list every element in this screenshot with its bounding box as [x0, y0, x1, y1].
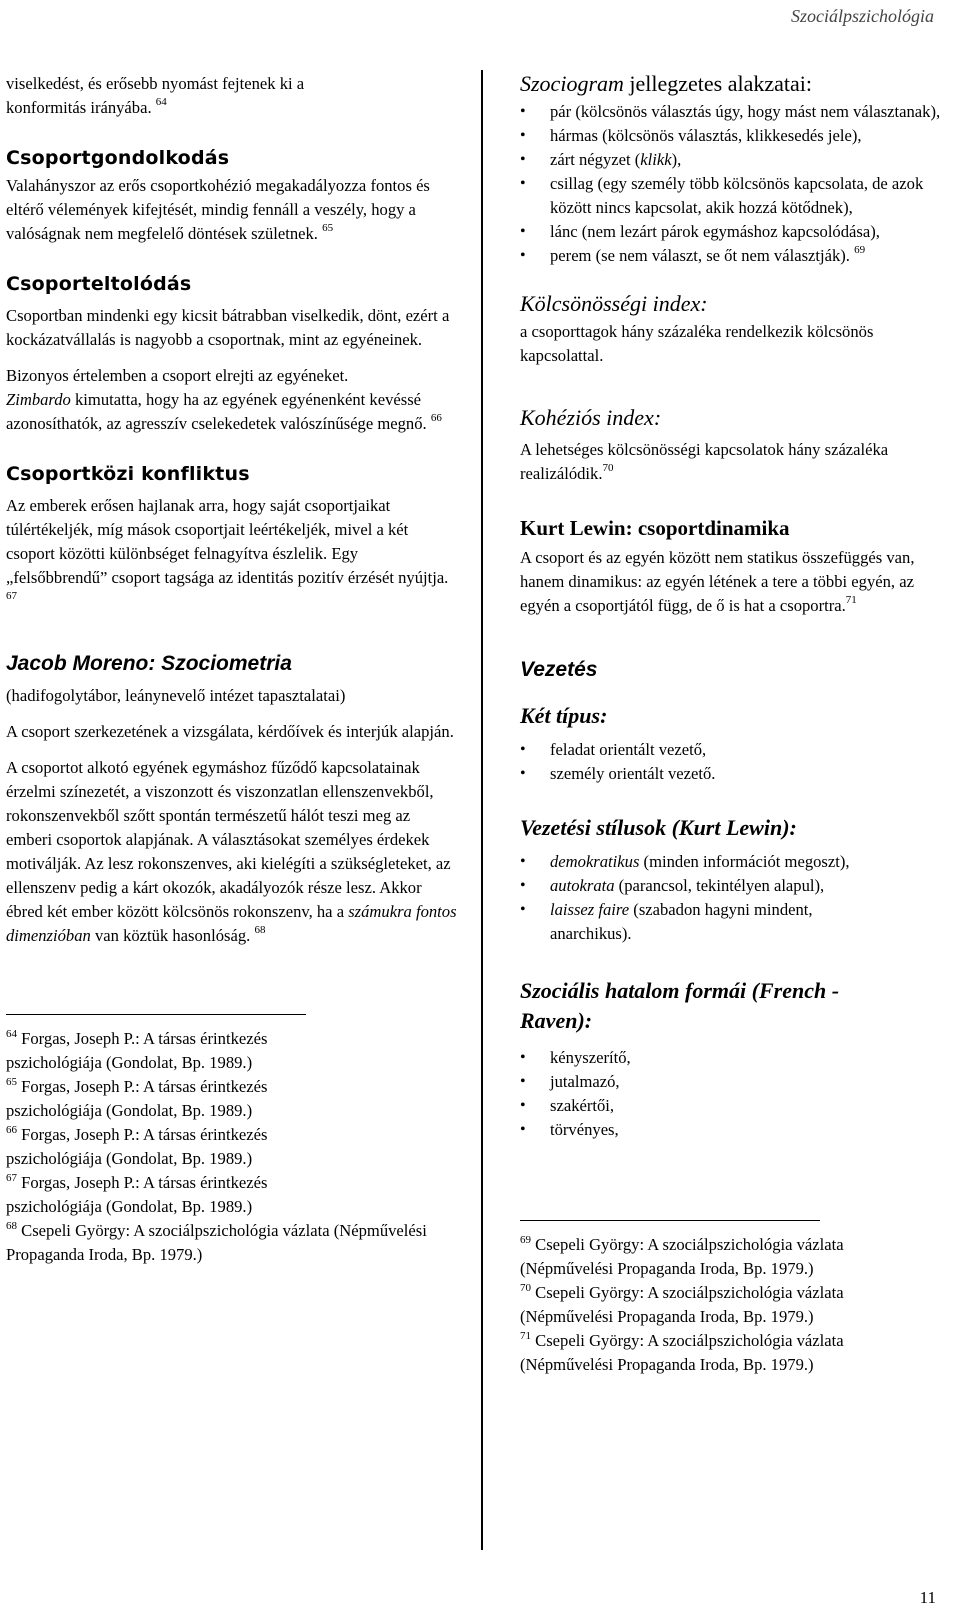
section-title-ket-tipus: Két típus: — [520, 703, 608, 728]
list-item: • demokratikus (minden információt megoszt), — [520, 850, 956, 874]
footnotes-left — [6, 1027, 427, 1267]
moreno-subtitle: (hadifogolytábor, leánynevelő intézet tapasztalatai) — [6, 686, 346, 705]
intro-line-2: konformitás irányába. — [6, 98, 152, 117]
lewin-text: A csoport és az egyén között nem statikus összefüggés van, hanem dinamikus: az egyén létének a tere a többi egyén, az egyén a csoportjától függ, de ő is hat a csoportra.$^{71}$ — [520, 548, 915, 615]
section-title-csoportkozi-konfliktus: Csoportközi konfliktus — [6, 463, 250, 485]
section-text-csoporteltolodas-1: Csoportban mindenki egy kicsit bátrabban viselkedik, dönt, ezért a kockázatvállalás is nagyobb a csoportnak, mint az egyéneinek. — [6, 306, 450, 349]
footnote-65: $^{65}$ Forgas, Joseph P.: A társas érintkezés pszichológiája (Gondolat, Bp. 1989.) — [6, 1076, 268, 1120]
right-column — [520, 62, 956, 1377]
section-text-csoportgondolkodas: Valahányszor az erős csoportkohézió megakadályozza fontos és eltérő vélemények kifejtését, mindig fennáll a veszély, hogy a valóságnak nem megfelelő döntések születnek. $^{65}$ — [6, 176, 430, 243]
footnote-67: $^{67}$ Forgas, Joseph P.: A társas érintkezés pszichológiája (Gondolat, Bp. 1989.) — [6, 1172, 268, 1216]
list-item: • személy orientált vezető. — [520, 762, 956, 786]
list-item: • lánc (nem lezárt párok egymáshoz kapcsolódása), — [520, 220, 956, 244]
list-item: • laissez faire (szabadon hagyni mindent, anarchikus). — [520, 898, 956, 946]
list-item: • szakértői, — [520, 1094, 956, 1118]
footnote-70: $^{70}$ Csepeli György: A szociálpszichológia vázlata (Népművelési Propaganda Iroda, Bp. 1979.) — [520, 1282, 844, 1326]
list-item: • csillag (egy személy több kölcsönös kapcsolata, de azok között nincs kapcsolat, akik hozzá kötődnek), — [520, 172, 956, 220]
list-item: • autokrata (parancsol, tekintélyen alapul), — [520, 874, 956, 898]
section-title-kolcsonossegi-index: Kölcsönösségi index: — [520, 291, 708, 316]
list-item: • törvényes, — [520, 1118, 956, 1142]
moreno-text-1: A csoport szerkezetének a vizsgálata, kérdőívek és interjúk alapján. — [6, 722, 454, 741]
page-number: 11 — [919, 1588, 936, 1607]
szocialis-hatalom-list — [520, 1046, 956, 1142]
footnote-71: $^{71}$ Csepeli György: A szociálpszichológia vázlata (Népművelési Propaganda Iroda, Bp. 1979.) — [520, 1330, 844, 1374]
section-title-lewin: Kurt Lewin: csoportdinamika — [520, 516, 790, 540]
footnote-68: $^{68}$ Csepeli György: A szociálpszichológia vázlata (Népművelési Propaganda Iroda, Bp. 1979.) — [6, 1220, 427, 1264]
footnote-ref-67[interactable]: 67 — [6, 590, 17, 602]
column-divider — [481, 70, 483, 1550]
section-title-szociogram: Szociogram jellegzetes alakzatai: — [520, 71, 812, 96]
left-column — [6, 62, 458, 1267]
footnote-ref-64[interactable]: 64 — [155, 96, 167, 108]
list-item: • jutalmazó, — [520, 1070, 956, 1094]
list-item: • feladat orientált vezető, — [520, 738, 956, 762]
intro-line-1: viselkedést, és erősebb nyomást fejtenek ki a — [6, 74, 305, 93]
section-text-csoportkozi-konfliktus: Az emberek erősen hajlanak arra, hogy saját csoportjaikat túlértékeljék, míg mások csoportjait leértékeljék, mivel a két csoport közötti különbséget felnagyítva észlelik. Egy „felsőbbrendű” csoport tagsága az identitás pozitív érzését nyújtja. $^{67}$ — [6, 496, 449, 602]
kohezios-index-text: A lehetséges kölcsönösségi kapcsolatok hány százaléka realizálódik.$^{70}$ — [520, 440, 889, 483]
footnote-ref-70[interactable]: 70 — [602, 462, 614, 474]
kolcsonossegi-index-text: a csoporttagok hány százaléka rendelkezik kölcsönös kapcsolattal. — [520, 322, 874, 365]
section-text-csoporteltolodas-3: Zimbardo kimutatta, hogy ha az egyének egyénenként kevéssé azonosíthatók, az agresszív cselekedetek valószínűsége megnő. $^{66}$ — [6, 390, 442, 433]
footnote-ref-69[interactable]: 69 — [854, 244, 866, 256]
footnote-ref-71[interactable]: 71 — [845, 594, 857, 606]
footnote-separator — [520, 1220, 820, 1221]
footnote-ref-68[interactable]: 68 — [254, 924, 266, 936]
ket-tipus-list — [520, 738, 956, 786]
szociogram-list — [520, 100, 956, 268]
footnote-ref-66[interactable]: 66 — [430, 412, 442, 424]
list-item: • kényszerítő, — [520, 1046, 956, 1070]
section-text-csoporteltolodas-2: Bizonyos értelemben a csoport elrejti az egyéneket. — [6, 366, 349, 385]
vezetesi-stilusok-list — [520, 850, 956, 946]
list-item: • hármas (kölcsönös választás, klikkesedés jele), — [520, 124, 956, 148]
section-title-csoporteltolodas: Csoporteltolódás — [6, 273, 192, 295]
running-header: Szociálpszichológia — [791, 6, 934, 26]
section-title-kohezios-index: Kohéziós index: — [520, 405, 662, 430]
footnote-ref-65[interactable]: 65 — [322, 222, 334, 234]
list-item: • pár (kölcsönös választás úgy, hogy mást nem választanak), — [520, 100, 956, 124]
section-title-szocialis-hatalom: Szociális hatalom formái (French - Raven): — [520, 978, 840, 1033]
footnote-69: $^{69}$ Csepeli György: A szociálpszichológia vázlata (Népművelési Propaganda Iroda, Bp. 1979.) — [520, 1234, 844, 1278]
moreno-text-2: A csoportot alkotó egyének egymáshoz fűződő kapcsolatainak érzelmi színezetét, a viszonzott és viszonzatlan ellenszenvekből, rokonszenvekből szőtt spontán természetű hálót teszi meg az emberi csoportok alapjának. A választásokat személyes érdekek motiválják. Az lesz rokonszenves, aki kielégíti a szükségleteket, az ellenszenv pedig a kárt okozók, akadályozók része lesz. Akkor ébred két ember között kölcsönös rokonszenv, ha a számukra fontos dimenzióban van köztük hasonlóság. $^{68}$ — [6, 758, 457, 945]
section-title-csoportgondolkodas: Csoportgondolkodás — [6, 147, 230, 169]
section-title-vezetes: Vezetés — [520, 658, 598, 681]
footnote-separator — [6, 1014, 306, 1015]
intro-paragraph — [6, 72, 458, 120]
zimbardo-name: Zimbardo — [6, 390, 71, 409]
list-item: • zárt négyzet (klikk), — [520, 148, 956, 172]
footnote-66: $^{66}$ Forgas, Joseph P.: A társas érintkezés pszichológiája (Gondolat, Bp. 1989.) — [6, 1124, 268, 1168]
list-item: • perem (se nem választ, se őt nem választják). $^{69}$ — [520, 244, 956, 268]
section-title-moreno: Jacob Moreno: Szociometria — [6, 652, 292, 675]
section-title-vezetesi-stilusok: Vezetési stílusok (Kurt Lewin): — [520, 815, 797, 840]
footnotes-right — [520, 1233, 940, 1377]
footnote-64: $^{64}$ Forgas, Joseph P.: A társas érintkezés pszichológiája (Gondolat, Bp. 1989.) — [6, 1028, 268, 1072]
